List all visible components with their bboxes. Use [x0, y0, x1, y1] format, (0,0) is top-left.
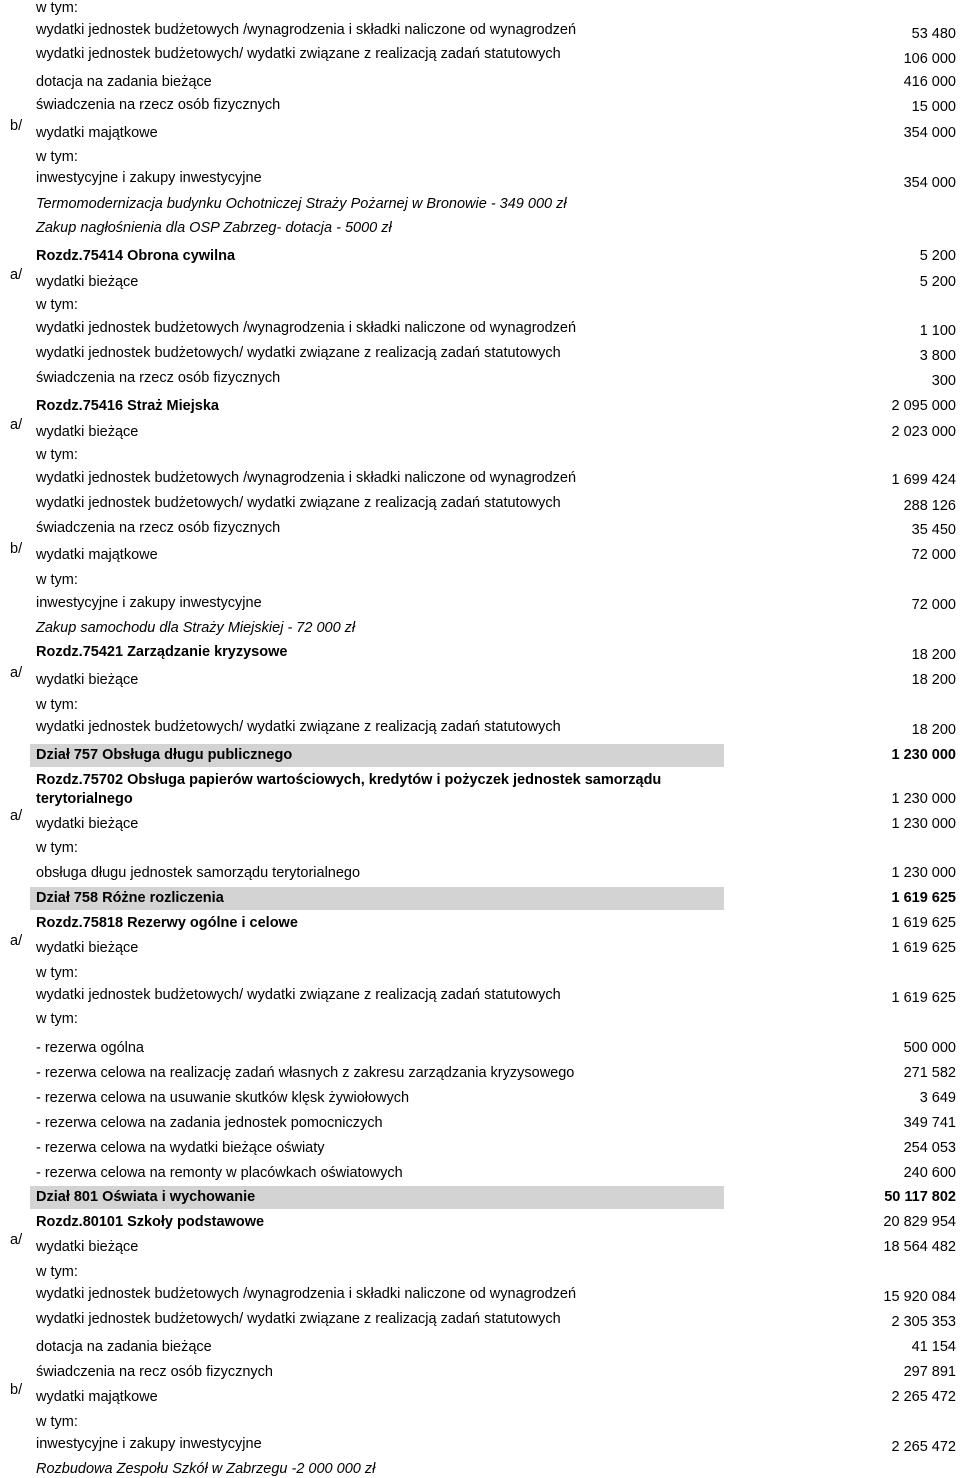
row-label: w tym:	[36, 447, 78, 463]
row-label: w tym:	[36, 840, 78, 856]
row-label: wydatki bieżące	[36, 1239, 139, 1255]
row-amount: 18 200	[911, 647, 956, 663]
row-amount: 50 117 802	[884, 1189, 956, 1205]
row-amount: 288 126	[903, 498, 956, 514]
row-label: - rezerwa celowa na realizację zadań własnych z zakresu zarządzania kryzysowego	[36, 1065, 575, 1081]
row-label: wydatki bieżące	[36, 816, 139, 832]
row-label: wydatki bieżące	[36, 940, 139, 956]
row-label: - rezerwa celowa na zadania jednostek pomocniczych	[36, 1115, 383, 1131]
row-label: wydatki majątkowe	[36, 125, 158, 141]
row-amount: 2 265 472	[891, 1439, 956, 1455]
row-label: wydatki jednostek budżetowych/ wydatki związane z realizacją zadań statutowych	[36, 987, 561, 1003]
row-label: Dział 757 Obsługa długu publicznego	[36, 747, 293, 763]
row-label: w tym:	[36, 697, 78, 713]
row-amount: 297 891	[903, 1364, 956, 1380]
row-label: wydatki majątkowe	[36, 1389, 158, 1405]
row-amount: 500 000	[903, 1040, 956, 1056]
row-label: wydatki bieżące	[36, 274, 139, 290]
row-amount: 72 000	[911, 597, 956, 613]
row-label: Rozdz.75414 Obrona cywilna	[36, 248, 236, 264]
row-amount: 72 000	[911, 547, 956, 563]
row-label: Rozdz.75702 Obsługa papierów wartościowych, kredytów i pożyczek jednostek samorządu	[36, 772, 662, 788]
row-amount: 271 582	[903, 1065, 956, 1081]
row-amount: 106 000	[903, 51, 956, 67]
row-label: Termomodernizacja budynku Ochotniczej Straży Pożarnej w Bronowie - 349 000 zł	[36, 196, 567, 212]
row-amount: 1 230 000	[891, 865, 956, 881]
row-label: wydatki jednostek budżetowych /wynagrodzenia i składki naliczone od wynagrodzeń	[36, 470, 577, 486]
row-label: Dział 758 Różne rozliczenia	[36, 890, 224, 906]
row-marker: a/	[10, 1232, 23, 1248]
row-label: inwestycyjne i zakupy inwestycyjne	[36, 595, 262, 611]
row-amount: 1 619 625	[891, 940, 956, 956]
row-marker: a/	[10, 417, 23, 433]
row-amount: 18 564 482	[883, 1239, 956, 1255]
row-label: Zakup samochodu dla Straży Miejskiej - 72 000 zł	[36, 620, 356, 636]
row-label: inwestycyjne i zakupy inwestycyjne	[36, 170, 262, 186]
row-label: wydatki jednostek budżetowych/ wydatki związane z realizacją zadań statutowych	[36, 719, 561, 735]
row-amount: 416 000	[903, 74, 956, 90]
row-marker: a/	[10, 665, 23, 681]
row-amount: 300	[931, 373, 956, 389]
row-label: - rezerwa celowa na wydatki bieżące oświaty	[36, 1140, 325, 1156]
row-amount: 240 600	[903, 1165, 956, 1181]
row-label: świadczenia na recz osób fizycznych	[36, 1364, 273, 1380]
row-amount: 1 619 625	[891, 915, 956, 931]
row-amount: 354 000	[903, 125, 956, 141]
row-amount: 5 200	[919, 248, 956, 264]
row-marker: a/	[10, 808, 23, 824]
row-amount: 1 230 000	[891, 747, 956, 763]
row-amount: 35 450	[911, 522, 956, 538]
row-marker: a/	[10, 267, 23, 283]
row-amount: 354 000	[903, 175, 956, 191]
row-label: wydatki jednostek budżetowych/ wydatki związane z realizacją zadań statutowych	[36, 495, 561, 511]
row-amount: 15 000	[911, 99, 956, 115]
row-amount: 20 829 954	[883, 1214, 956, 1230]
row-amount: 1 230 000	[891, 791, 956, 807]
row-label: wydatki jednostek budżetowych/ wydatki związane z realizacją zadań statutowych	[36, 345, 561, 361]
row-amount: 2 023 000	[891, 424, 956, 440]
row-marker: b/	[10, 118, 23, 134]
row-label: w tym:	[36, 572, 78, 588]
row-label: obsługa długu jednostek samorządu terytorialnego	[36, 865, 361, 881]
row-amount: 1 619 625	[891, 990, 956, 1006]
row-label: - rezerwa ogólna	[36, 1040, 144, 1056]
row-label: świadczenia na rzecz osób fizycznych	[36, 97, 281, 113]
row-label: Rozdz.75818 Rezerwy ogólne i celowe	[36, 915, 298, 931]
row-label: w tym:	[36, 0, 78, 16]
row-label: w tym:	[36, 1011, 78, 1027]
row-label: w tym:	[36, 149, 78, 165]
row-marker: b/	[10, 1382, 23, 1398]
row-label: wydatki jednostek budżetowych /wynagrodzenia i składki naliczone od wynagrodzeń	[36, 22, 577, 38]
row-label: świadczenia na rzecz osób fizycznych	[36, 370, 281, 386]
row-amount: 3 800	[919, 348, 956, 364]
row-marker: a/	[10, 933, 23, 949]
row-label: - rezerwa celowa na remonty w placówkach oświatowych	[36, 1165, 403, 1181]
row-marker: b/	[10, 541, 23, 557]
row-label: w tym:	[36, 1264, 78, 1280]
row-amount: 41 154	[911, 1339, 956, 1355]
row-label: terytorialnego	[36, 791, 133, 807]
row-amount: 2 095 000	[891, 398, 956, 414]
row-label: inwestycyjne i zakupy inwestycyjne	[36, 1436, 262, 1452]
row-label: Dział 801 Oświata i wychowanie	[36, 1189, 256, 1205]
row-label: wydatki jednostek budżetowych/ wydatki związane z realizacją zadań statutowych	[36, 1311, 561, 1327]
row-amount: 15 920 084	[883, 1289, 956, 1305]
row-label: wydatki bieżące	[36, 672, 139, 688]
row-label: wydatki jednostek budżetowych/ wydatki związane z realizacją zadań statutowych	[36, 46, 561, 62]
row-amount: 1 699 424	[891, 472, 956, 488]
row-amount: 254 053	[903, 1140, 956, 1156]
row-amount: 3 649	[919, 1090, 956, 1106]
row-amount: 18 200	[911, 672, 956, 688]
row-amount: 1 619 625	[891, 890, 956, 906]
row-label: wydatki jednostek budżetowych /wynagrodzenia i składki naliczone od wynagrodzeń	[36, 320, 577, 336]
row-label: Rozbudowa Zespołu Szkół w Zabrzegu -2 000 000 zł	[36, 1461, 376, 1477]
row-amount: 2 265 472	[891, 1389, 956, 1405]
row-amount: 18 200	[911, 722, 956, 738]
row-label: wydatki bieżące	[36, 424, 139, 440]
row-amount: 5 200	[919, 274, 956, 290]
row-amount: 2 305 353	[891, 1314, 956, 1330]
row-label: Rozdz.75421 Zarządzanie kryzysowe	[36, 644, 288, 660]
row-label: Rozdz.80101 Szkoły podstawowe	[36, 1214, 265, 1230]
row-label: wydatki majątkowe	[36, 547, 158, 563]
row-label: świadczenia na rzecz osób fizycznych	[36, 520, 281, 536]
row-label: - rezerwa celowa na usuwanie skutków klęsk żywiołowych	[36, 1090, 410, 1106]
row-label: dotacja na zadania bieżące	[36, 1339, 212, 1355]
row-label: wydatki jednostek budżetowych /wynagrodzenia i składki naliczone od wynagrodzeń	[36, 1286, 577, 1302]
row-label: dotacja na zadania bieżące	[36, 74, 212, 90]
row-amount: 1 230 000	[891, 816, 956, 832]
row-label: w tym:	[36, 965, 78, 981]
row-amount: 53 480	[911, 26, 956, 42]
row-label: Zakup nagłośnienia dla OSP Zabrzeg- dotacja - 5000 zł	[36, 220, 392, 236]
row-amount: 349 741	[903, 1115, 956, 1131]
row-label: w tym:	[36, 297, 78, 313]
row-label: Rozdz.75416 Straż Miejska	[36, 398, 219, 414]
row-label: w tym:	[36, 1414, 78, 1430]
row-amount: 1 100	[919, 323, 956, 339]
